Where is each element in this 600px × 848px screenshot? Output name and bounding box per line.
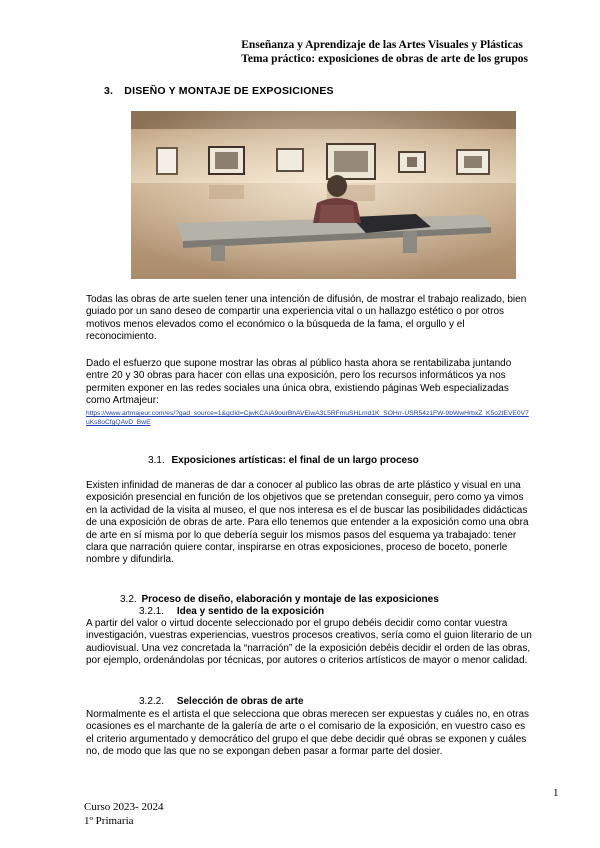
section-3-title: DISEÑO Y MONTAJE DE EXPOSICIONES (124, 85, 334, 97)
paragraph-idea: A partir del valor o virtud docente seleccionado por el grupo debéis decidir como contar vuestra investigación, vuestras experiencias, vuestros procesos creativos, sería como el guion literario de un audiovisual. Una vez concretada la “narración” de la exposición debéis decidir el orden de las obras, por ejemplo, ordenándolas por técnicas, por autores o criterios artísticos de mayor o menor calidad. (86, 618, 532, 667)
section-3-2-1-title: Idea y sentido de la exposición (176, 606, 325, 617)
header-topic-title: Tema práctico: exposiciones de obras de arte de los grupos (241, 53, 528, 65)
section-3-2-2-number: 3.2.2. (139, 696, 165, 707)
paragraph-selection: Normalmente es el artista el que selecciona que obras merecen ser expuestas y cuáles no, en otras ocasiones es el marchante de la galería de arte o el comisario de la exposición, en vuestro caso es el criterio argumentado y democrático del grupo el que debe decidir qué obras se exponen y cuáles no, de modo que las que no se expongan deben pasar a formar parte del dosier. (86, 709, 530, 758)
section-3-2-1-number: 3.2.1. (139, 606, 165, 617)
paragraph-artmajeur: Dado el esfuerzo que supone mostrar las obras al público hasta ahora se rentabilizaba juntando entre 20 y 30 obras para hacer con ellas una exposición, pero los recursos informáticos ya nos permiten exponer en las redes sociales una única obra, existiendo páginas Web especializadas como Artmajeur: (86, 358, 512, 407)
section-3-2-1-heading (139, 606, 324, 618)
section-3-number: 3. (104, 85, 114, 97)
section-3-2-heading (120, 594, 439, 606)
gallery-photo (131, 111, 516, 279)
document-header (241, 38, 528, 66)
section-3-1-heading (148, 455, 419, 467)
page-number: 1 (553, 787, 559, 799)
section-3-2-number: 3.2. (120, 594, 137, 605)
section-3-heading (104, 85, 334, 97)
gallery-photo-icon (131, 111, 516, 279)
paragraph-exhibitions: Existen infinidad de maneras de dar a conocer al publico las obras de arte plástico y visual en una exposición presencial en función de los objetivos que se pretendan conseguir, pero como ya vimos en la actividad de la visita al museo, el que nos interesa es el de buscar las posibilidades didácticas de una exposición de obras de arte. Para ello tenemos que entender a la exposición como una obra de arte en sí misma por lo que debería seguir los mismos pasos del esquema ya trabajado: tener clara que narración quiere contar, inspirarse en otras exposiciones, proceso de boceto, ponerle nombre y difundirla. (86, 480, 529, 566)
header-course-title: Enseñanza y Aprendizaje de las Artes Visuales y Plásticas (241, 39, 523, 51)
footer-grade: 1º Primaria (84, 815, 134, 827)
paragraph-intro: Todas las obras de arte suelen tener una intención de difusión, de mostrar el trabajo realizado, bien guiado por un sano deseo de compartir una experiencia vital o un hallazgo estético o por otros motivos menos elevados como el económico o la búsqueda de la fama, el orgullo y el reconocimiento. (86, 294, 527, 343)
section-3-2-2-title: Selección de obras de arte (176, 696, 304, 707)
artmajeur-link[interactable]: https://www.artmajeur.com/es/?gad_source=1&gclid=CjwKCAiA9ourBhAVEiwA3L5RFmuSHLmd1K_SOHrr-USR54z1FW-9bWwHrbxZ_K5o2tEVE0V7uKs8oCfgQAvD_BwE (86, 410, 529, 426)
section-3-2-2-heading (139, 696, 304, 708)
section-3-2-title: Proceso de diseño, elaboración y montaje de las exposiciones (141, 594, 439, 605)
section-3-1-number: 3.1. (148, 455, 165, 466)
footer-course-year: Curso 2023- 2024 (84, 801, 164, 813)
document-footer (84, 800, 163, 828)
section-3-1-title: Exposiciones artísticas: el final de un largo proceso (171, 455, 419, 466)
